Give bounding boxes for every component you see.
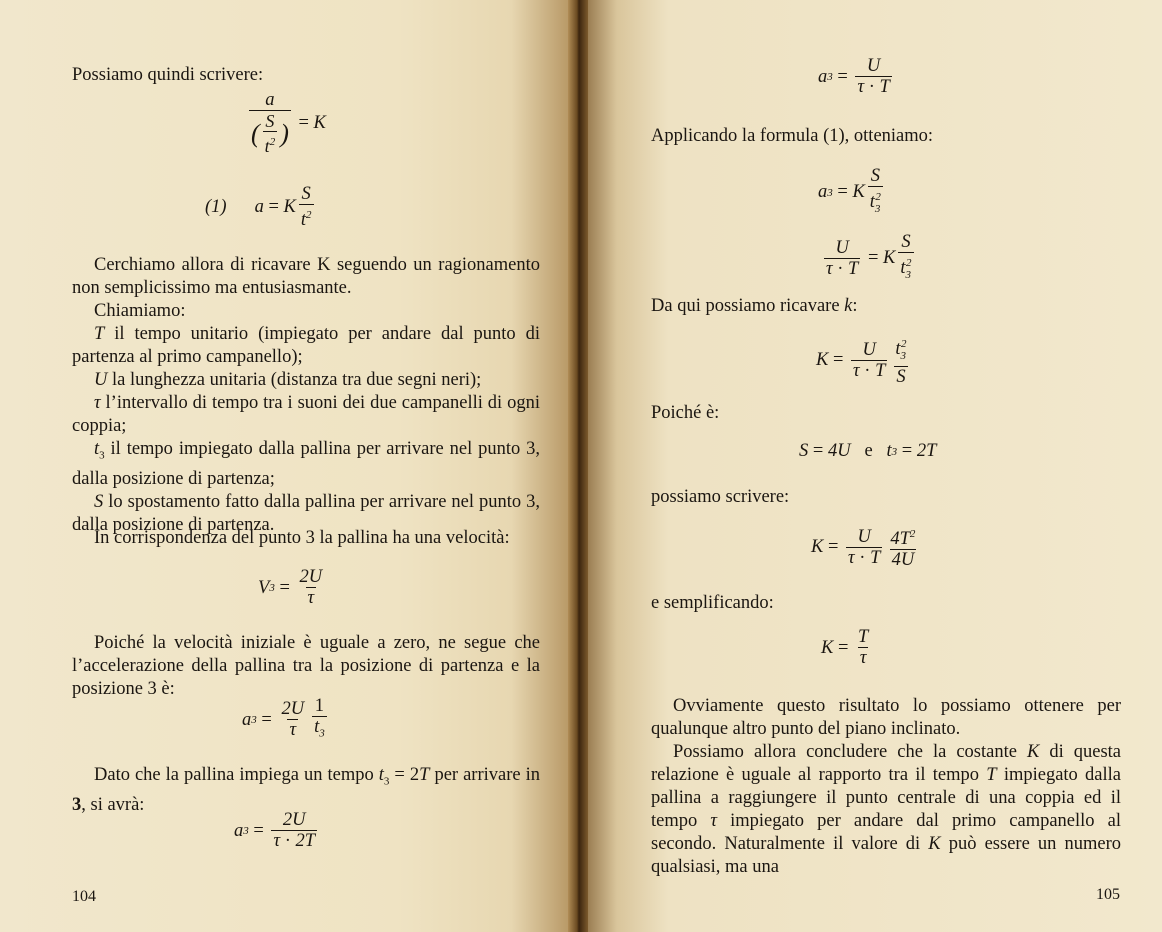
definition-t3: $t_3$ il tempo impiegato dalla pallina per arrivare nel punto 3, dalla posizione di partenza; [72, 439, 541, 489]
right-body-conclusion [651, 695, 1121, 879]
equation-v3: V 3 = $\frac{2U}{\tau}$ [258, 567, 323, 608]
paragraph-concludere: Possiamo allora concludere che la costante K di questa relazione è uguale al rapporto tra il tempo T impiegato dalla pallina a raggiungere il punto centrale di una coppia ed il tempo τ impiegato per andare dal primo campanello al secondo. Naturalmente il valore di K può essere un numero qualsiasi, ma una [651, 742, 1121, 877]
page-number-right: 105 [1096, 886, 1120, 903]
equation-k-final: K = $\frac{T}{\tau}$ [821, 627, 869, 668]
page-number-left: 104 [72, 888, 96, 905]
equation-a-over-s-t2: a ( $\frac{S}{t^2}$ ) = K [251, 90, 326, 156]
left-intro: Possiamo quindi scrivere: [72, 65, 264, 85]
left-body-4 [72, 764, 540, 817]
book-gutter [568, 0, 588, 932]
paragraph-accelerazione: Poiché la velocità iniziale è uguale a zero, ne segue che l’accelerazione della pallina tra la posizione di partenza e la posizione 3 è: [72, 633, 540, 699]
paragraph-chiamiamo: Chiamiamo: [94, 301, 186, 321]
left-body-3 [72, 632, 540, 701]
paragraph-cerchiamo: Cerchiamo allora di ricavare K seguendo un ragionamento non semplicissimo ma entusiasmante. [72, 255, 540, 298]
right-da-qui: Da qui possiamo ricavare k: [651, 296, 858, 316]
left-body-2 [72, 527, 540, 550]
left-page [0, 0, 568, 932]
paragraph-ovviamente: Ovviamente questo risultato lo possiamo ottenere per qualunque altro punto del piano inclinato. [651, 696, 1121, 739]
equation-k-substituted: K = $\frac{U}{\tau \cdot T}$ $\frac{4T^2}{4U}$ [811, 526, 916, 571]
equation-a3-first: a 3 = $\frac{2U}{\tau}$ $\frac{1}{t_3}$ [242, 696, 330, 745]
left-body-1 [72, 254, 540, 537]
right-applicando: Applicando la formula (1), otteniamo: [651, 126, 934, 146]
right-poiche: Poiché è: [651, 403, 720, 423]
equation-a3-right: a 3 = $\frac{U}{\tau \cdot T}$ [818, 56, 890, 97]
equation-1-label: (1) [205, 197, 227, 218]
right-page [588, 0, 1162, 932]
equation-s-t3: S = 4U e t 3 = 2T [799, 441, 937, 461]
equation-u-tau-t: $\frac{U}{\tau \cdot T}$ = K $\frac{S}{t_3^2}$ [821, 232, 917, 286]
equation-1: (1) a = K $\frac{S}{t^2}$ [205, 184, 312, 231]
definition-tau: τ l’intervallo di tempo tra i suoni dei due campanelli di ogni coppia; [72, 393, 541, 436]
equation-a3-second: a 3 = $\frac{2U}{\tau \cdot 2T}$ [234, 810, 316, 851]
definition-T: T il tempo unitario (impiegato per andare dal punto di partenza al primo campanello); [72, 324, 540, 367]
paragraph-velocita: In corrispondenza del punto 3 la pallina ha una velocità: [94, 528, 510, 548]
equation-k-derived: K = $\frac{U}{\tau \cdot T}$ $\frac{t_3^2}{S}$ [816, 338, 907, 387]
right-possiamo-scrivere: possiamo scrivere: [651, 487, 790, 507]
paragraph-dato-che: Dato che la pallina impiega un tempo $t_3 = 2T$ per arrivare in 3, si avrà: [72, 765, 540, 815]
definition-S: S lo spostamento fatto dalla pallina per arrivare nel punto 3, dalla posizione di partenza. [72, 491, 540, 535]
right-semplificando: e semplificando: [651, 593, 774, 613]
equation-a3-k: a 3 = K $\frac{S}{t_3^2}$ [818, 166, 886, 220]
definition-U: U la lunghezza unitaria (distanza tra due segni neri); [94, 370, 482, 390]
